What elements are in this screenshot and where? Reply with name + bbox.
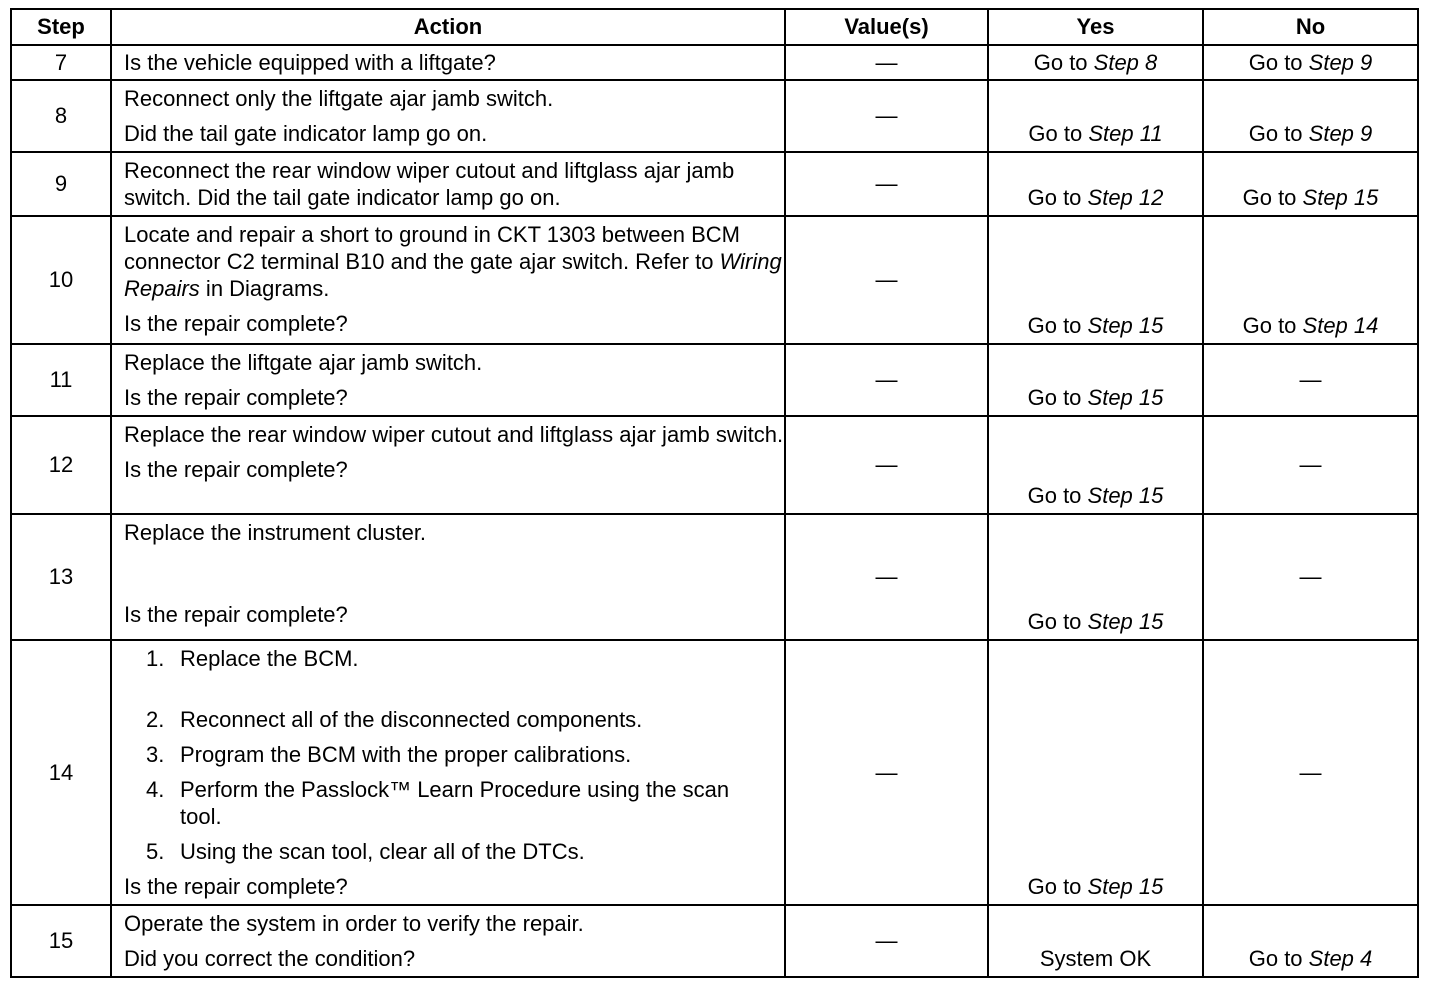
step-number: 11: [11, 344, 111, 416]
header-yes: Yes: [988, 9, 1203, 45]
yes-cell: [988, 416, 1203, 514]
go-to-text: Go to: [1027, 385, 1088, 410]
yes-step-ref: Step 15: [1087, 874, 1164, 899]
action-text: Replace the instrument cluster.: [124, 520, 427, 545]
value-cell: —: [785, 514, 988, 640]
action-text-part: in Diagrams.: [199, 276, 330, 301]
action-cell: [111, 640, 785, 905]
step-number: 12: [11, 416, 111, 514]
table-row: [11, 152, 1418, 216]
table-row: [11, 45, 1418, 80]
yes-cell: [988, 45, 1203, 80]
step-number: 10: [11, 216, 111, 344]
table-row: [11, 344, 1418, 416]
list-number: 5.: [146, 839, 165, 864]
no-cell: —: [1203, 344, 1418, 416]
action-text: Replace the liftgate ajar jamb switch.: [124, 350, 483, 375]
action-question: Is the repair complete?: [124, 311, 348, 336]
yes-cell: [988, 514, 1203, 640]
go-to-text: Go to: [1027, 483, 1088, 508]
list-text: Perform the Passlock™ Learn Procedure using the scan tool.: [180, 777, 730, 829]
table-row: [11, 640, 1418, 905]
list-text: Program the BCM with the proper calibrations.: [180, 742, 632, 767]
go-to-text: Go to: [1028, 121, 1089, 146]
go-to-text: Go to: [1248, 946, 1309, 971]
value-cell: —: [785, 640, 988, 905]
no-step-ref: Step 14: [1302, 313, 1379, 338]
yes-cell: [988, 152, 1203, 216]
no-cell: [1203, 905, 1418, 977]
action-text: Reconnect only the liftgate ajar jamb switch.: [124, 86, 554, 111]
go-to-text: Go to: [1248, 49, 1309, 75]
yes-step-ref: Step 15: [1087, 483, 1164, 508]
table-row: [11, 514, 1418, 640]
step-number: 7: [11, 45, 111, 80]
go-to-text: Go to: [1242, 313, 1303, 338]
value-cell: —: [785, 416, 988, 514]
action-cell: [111, 514, 785, 640]
yes-step-ref: Step 15: [1087, 385, 1164, 410]
no-cell: [1203, 216, 1418, 344]
yes-step-ref: Step 11: [1088, 121, 1163, 146]
list-number: 4.: [146, 777, 165, 802]
no-cell: [1203, 45, 1418, 80]
action-question: Is the repair complete?: [124, 874, 348, 899]
list-text: Reconnect all of the disconnected components.: [180, 707, 643, 732]
value-cell: —: [785, 344, 988, 416]
header-action: Action: [111, 9, 785, 45]
list-number: 3.: [146, 742, 165, 767]
list-number: 1.: [146, 646, 165, 671]
yes-cell: [988, 216, 1203, 344]
action-text: [124, 221, 784, 302]
no-step-ref: Step 9: [1308, 49, 1373, 75]
header-values: Value(s): [785, 9, 988, 45]
list-item: [124, 706, 784, 733]
list-item: [124, 741, 784, 768]
action-text: Reconnect the rear window wiper cutout and liftglass ajar jamb switch. Did the tail gate indicator lamp go on.: [124, 158, 735, 210]
header-no: No: [1203, 9, 1418, 45]
value-cell: —: [785, 905, 988, 977]
go-to-text: Go to: [1027, 609, 1088, 634]
header-step: Step: [11, 9, 111, 45]
step-number: 9: [11, 152, 111, 216]
step-number: 8: [11, 80, 111, 152]
yes-step-ref: Step 15: [1087, 609, 1164, 634]
yes-step-ref: Step 12: [1087, 185, 1164, 210]
no-cell: —: [1203, 416, 1418, 514]
no-step-ref: Step 4: [1308, 946, 1373, 971]
no-cell: —: [1203, 514, 1418, 640]
action-cell: [111, 216, 785, 344]
action-cell: [111, 344, 785, 416]
value-cell: —: [785, 80, 988, 152]
diagnostic-table: [10, 8, 1419, 978]
yes-cell: [988, 80, 1203, 152]
header-row: [11, 9, 1418, 45]
action-question: Is the repair complete?: [124, 385, 348, 410]
no-cell: [1203, 152, 1418, 216]
yes-step-ref: Step 8: [1093, 49, 1158, 75]
table-row: [11, 80, 1418, 152]
action-cell: [111, 905, 785, 977]
list-number: 2.: [146, 707, 165, 732]
go-to-text: Go to: [1033, 49, 1094, 75]
list-item: [124, 645, 784, 672]
action-cell: [111, 152, 785, 216]
list-item: [124, 838, 784, 865]
yes-cell: [988, 344, 1203, 416]
action-text: Replace the rear window wiper cutout and liftglass ajar jamb switch.: [124, 422, 784, 447]
list-text: Using the scan tool, clear all of the DTCs.: [180, 839, 585, 864]
go-to-text: Go to: [1027, 185, 1088, 210]
table-row: [11, 416, 1418, 514]
yes-step-ref: Step 15: [1087, 313, 1164, 338]
go-to-text: Go to: [1242, 185, 1303, 210]
go-to-text: Go to: [1027, 874, 1088, 899]
table-row: [11, 905, 1418, 977]
action-cell: [111, 80, 785, 152]
no-step-ref: Step 9: [1308, 121, 1373, 146]
action-text: Operate the system in order to verify the repair.: [124, 911, 584, 936]
value-cell: —: [785, 216, 988, 344]
action-text-part: Locate and repair a short to ground in CKT 1303 between BCM connector C2 terminal B10 and the gate ajar switch. Refer to: [124, 222, 740, 274]
no-step-ref: Step 15: [1302, 185, 1379, 210]
no-cell: [1203, 80, 1418, 152]
action-cell: [111, 416, 785, 514]
step-number: 15: [11, 905, 111, 977]
action-question: Is the repair complete?: [124, 602, 348, 627]
step-number: 13: [11, 514, 111, 640]
yes-cell: [988, 640, 1203, 905]
step-number: 14: [11, 640, 111, 905]
go-to-text: Go to: [1248, 121, 1309, 146]
action-text: Is the vehicle equipped with a liftgate?: [124, 50, 496, 75]
yes-cell: System OK: [988, 905, 1203, 977]
list-item: [124, 776, 784, 830]
list-text: Replace the BCM.: [180, 646, 359, 671]
value-cell: —: [785, 152, 988, 216]
action-question: Did you correct the condition?: [124, 946, 416, 971]
action-question: Is the repair complete?: [124, 457, 348, 482]
action-question: Did the tail gate indicator lamp go on.: [124, 121, 488, 146]
no-cell: —: [1203, 640, 1418, 905]
table-row: [11, 216, 1418, 344]
value-cell: —: [785, 45, 988, 80]
action-cell: [111, 45, 785, 80]
wiring-repairs-ref: Wiring Repairs: [124, 249, 782, 301]
go-to-text: Go to: [1027, 313, 1088, 338]
